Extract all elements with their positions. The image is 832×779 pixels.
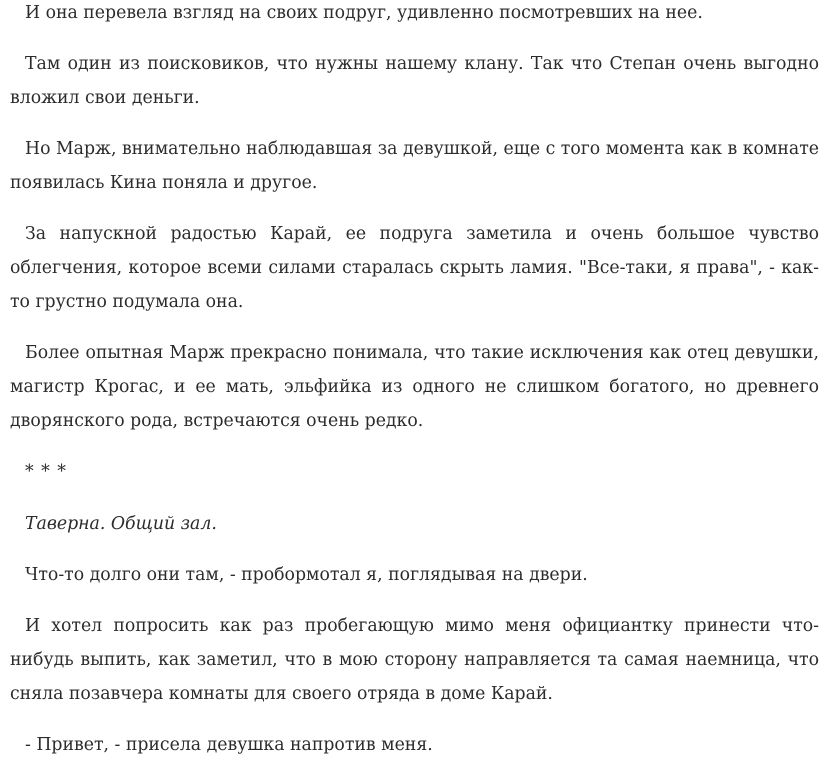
paragraph-8: - Привет, - присела девушка напротив меня. — [25, 735, 433, 755]
paragraph-1: И она перевела взгляд на своих подруг, удивленно посмотревших на нее. — [25, 3, 703, 23]
document-body — [10, 0, 819, 779]
paragraph-3: Но Марж, внимательно наблюдавшая за девушкой, еще с того момента как в комнате появилась Кина поняла и другое. — [10, 139, 819, 193]
paragraph-6: Что-то долго они там, - пробормотал я, поглядывая на двери. — [25, 565, 588, 585]
scene-separator: * * * — [25, 462, 67, 482]
scene-heading: Таверна. Общий зал. — [25, 514, 217, 534]
paragraph-5: Более опытная Марж прекрасно понимала, что такие исключения как отец девушки, магистр Крогас, и ее мать, эльфийка из одного не слишком богатого, но древнего дворянского рода, встречаются очень редко. — [10, 343, 819, 431]
paragraph-2: Там один из поисковиков, что нужны нашему клану. Так что Степан очень выгодно вложил свои деньги. — [10, 54, 819, 108]
paragraph-4: За напускной радостью Карай, ее подруга заметила и очень большое чувство облегчения, которое всеми силами старалась скрыть ламия. "Все-таки, я права", - как-то грустно подумала она. — [10, 224, 819, 312]
paragraph-7: И хотел попросить как раз пробегающую мимо меня официантку принести что-нибудь выпить, как заметил, что в мою сторону направляется та самая наемница, что сняла позавчера комнаты для своего отряда в доме Карай. — [10, 616, 819, 704]
